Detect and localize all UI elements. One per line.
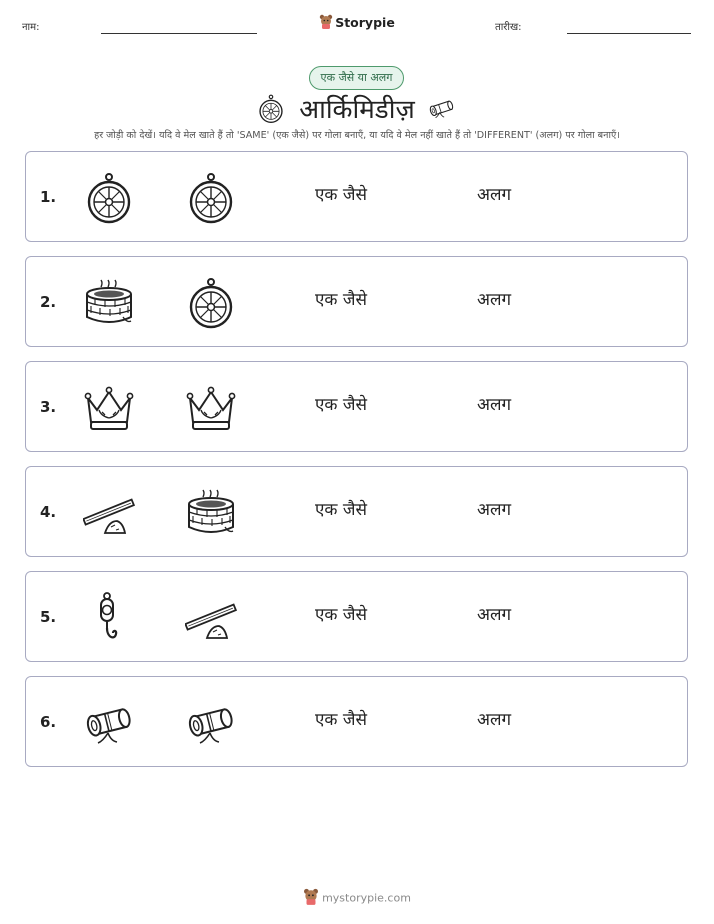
brand-name: Storypie: [335, 15, 395, 30]
same-option[interactable]: एक जैसे: [315, 710, 367, 730]
date-line[interactable]: [567, 33, 691, 34]
worksheet-type-badge: एक जैसे या अलग: [309, 66, 404, 90]
worksheet-row: [25, 466, 688, 557]
compass-icon: [185, 277, 237, 329]
row-number: 2.: [40, 293, 57, 311]
different-option[interactable]: अलग: [477, 605, 512, 625]
brand-logo: [0, 14, 714, 33]
different-option[interactable]: अलग: [477, 395, 512, 415]
row-number: 5.: [40, 608, 57, 626]
worksheet-row: [25, 256, 688, 347]
row-number: 1.: [40, 188, 57, 206]
different-option[interactable]: अलग: [477, 290, 512, 310]
worksheet-row: [25, 676, 688, 767]
compass-icon: [185, 172, 237, 224]
pulley-hook-icon: [83, 592, 135, 644]
crown-icon: [83, 382, 135, 434]
page-title: आर्किमिडीज़: [299, 95, 415, 125]
row-number: 3.: [40, 398, 57, 416]
lever-icon: [83, 487, 135, 539]
different-option[interactable]: अलग: [477, 500, 512, 520]
instructions: हर जोड़ी को देखें। यदि वे मेल खाते हैं तो 'SAME' (एक जैसे) पर गोला बनाएँ, या यदि वे मेल नहीं खाते हैं तो 'DIFFERENT' (अलग) पर गोला बनाएँ।: [94, 130, 620, 141]
scroll-icon: [185, 697, 237, 749]
same-option[interactable]: एक जैसे: [315, 185, 367, 205]
worksheet-row: [25, 151, 688, 242]
same-option[interactable]: एक जैसे: [315, 290, 367, 310]
different-option[interactable]: अलग: [477, 185, 512, 205]
date-label: तारीख:: [495, 22, 522, 33]
footer: [0, 888, 714, 909]
well-icon: [185, 487, 237, 539]
lever-icon: [185, 592, 237, 644]
worksheet-row: [25, 361, 688, 452]
row-number: 4.: [40, 503, 57, 521]
same-option[interactable]: एक जैसे: [315, 605, 367, 625]
name-label: नाम:: [22, 22, 40, 33]
different-option[interactable]: अलग: [477, 710, 512, 730]
same-option[interactable]: एक जैसे: [315, 395, 367, 415]
footer-url: mystorypie.com: [322, 891, 411, 905]
bear-icon: [319, 14, 333, 33]
scroll-icon: [426, 94, 458, 126]
well-icon: [83, 277, 135, 329]
bear-icon: [303, 888, 319, 909]
scroll-icon: [83, 697, 135, 749]
compass-icon: [83, 172, 135, 224]
row-number: 6.: [40, 713, 57, 731]
same-option[interactable]: एक जैसे: [315, 500, 367, 520]
crown-icon: [185, 382, 237, 434]
worksheet-row: [25, 571, 688, 662]
name-line[interactable]: [101, 33, 257, 34]
